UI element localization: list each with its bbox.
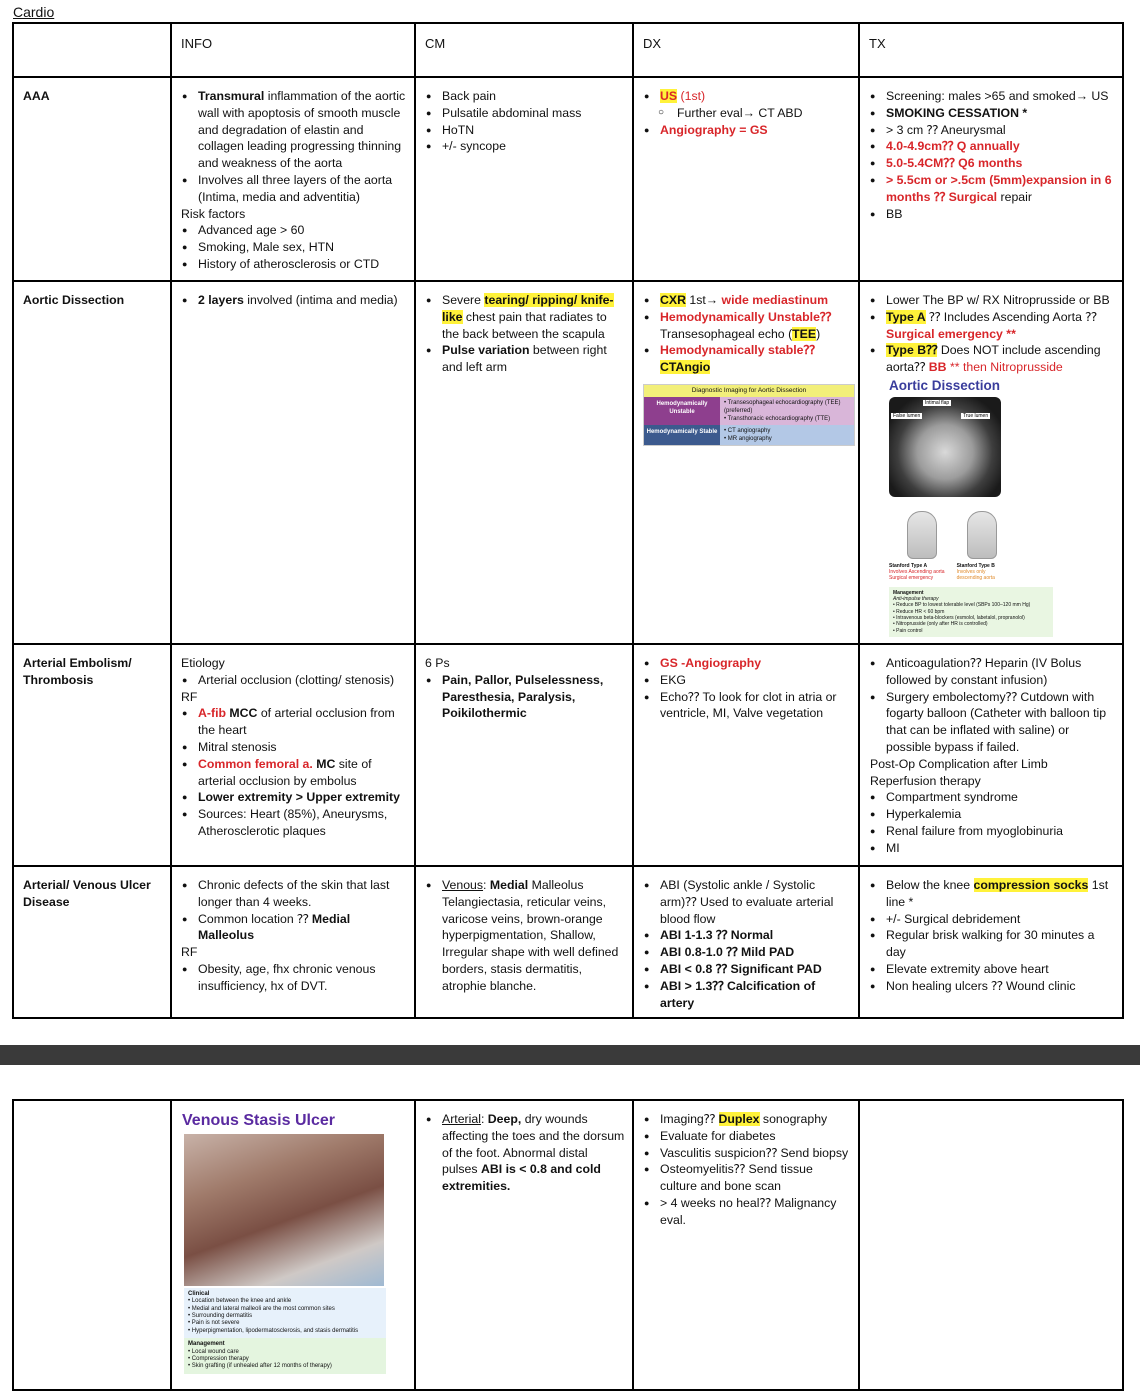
figure-label: Hemodynamically Unstable: [644, 397, 720, 425]
list-item: ● Pulsatile abdominal mass: [442, 105, 626, 122]
list-item: ● Obesity, age, fhx chronic venous insufficiency, hx of DVT.: [198, 961, 408, 995]
list-item: ● +/- Surgical debridement: [886, 911, 1116, 928]
list-item: ● Surgery embolectomy⁇ Cutdown with fogarty balloon (Catheter with balloon tip that can be inflated with saline) or possible bypass if failed.: [886, 689, 1116, 756]
list-item: ● Renal failure from myoglobinuria: [886, 823, 1116, 840]
list-item: ● Non healing ulcers ⁇ Wound clinic: [886, 978, 1116, 995]
risk-factors-label: Risk factors: [181, 206, 246, 221]
rf-label: RF: [181, 689, 198, 704]
figure-label: True lumen: [963, 412, 989, 419]
list-item: ● ABI 1-1.3 ⁇ Normal: [660, 927, 852, 944]
list-item: ● ABI 0.8-1.0 ⁇ Mild PAD: [660, 944, 852, 961]
list-item: ● ABI > 1.3⁇ Calcification of artery: [660, 978, 852, 1012]
figure-title: Venous Stasis Ulcer: [182, 1112, 335, 1129]
ulcer2-cm: [415, 1100, 633, 1390]
list-item: ● Arterial: Deep, dry wounds affecting the toes and the dorsum of the foot. Abnormal distal pulses ABI is < 0.8 and cold extremities.: [442, 1111, 626, 1195]
list-item: ● A-fib MCC of arterial occlusion from the heart: [198, 705, 408, 739]
venous-ulcer-photo: [184, 1134, 384, 1286]
figure-label: Hemodynamically Stable: [644, 425, 720, 445]
list-item: ● 5.0-5.4CM⁇ Q6 months: [886, 155, 1116, 172]
figure-items: • CT angiography • MR angiography: [720, 425, 854, 445]
row-aaa: [13, 77, 1123, 281]
list-item: ● Anticoagulation⁇ Heparin (IV Bolus followed by constant infusion): [886, 655, 1116, 689]
figure-title: Aortic Dissection: [889, 377, 1001, 393]
clinical-box: Clinical • Location between the knee and ankle • Medial and lateral malleoli are the most common sites • Surrounding dermatitis • Pain is not severe • Hyperpigmentation, lipodermatosclerosis, and stasis dermatitis: [184, 1288, 386, 1338]
list-item: ● Pain, Pallor, Pulselessness, Paresthesia, Paralysis, Poikilothermic: [442, 672, 626, 722]
list-item: ● CXR 1st→ wide mediastinum: [660, 292, 852, 309]
ulcer-info: [171, 866, 415, 1018]
list-item: ● +/- syncope: [442, 138, 626, 155]
list-item: ● Smoking, Male sex, HTN: [198, 239, 408, 256]
embolism-dx: [633, 644, 859, 866]
caption-type-a: Stanford Type A Involves Ascending aorta Surgical emergency: [889, 562, 945, 581]
header-cm: CM: [415, 23, 633, 77]
list-item: ● > 5.5cm or >.5cm (5mm)expansion in 6 months ⁇ Surgical repair: [886, 172, 1116, 206]
list-item: ● Chronic defects of the skin that last longer than 4 weeks.: [198, 877, 408, 911]
dissection-cm: [415, 281, 633, 644]
list-item: ● BB: [886, 206, 1116, 223]
list-item: ● US (1st): [660, 88, 852, 105]
list-item: ● Evaluate for diabetes: [660, 1128, 852, 1145]
ulcer2-info: [171, 1100, 415, 1390]
list-item: ○ Further eval→ CT ABD: [677, 105, 852, 122]
header-blank: [13, 23, 171, 77]
list-item: ● Lower extremity > Upper extremity: [198, 789, 408, 806]
list-item: ● > 3 cm ⁇ Aneurysmal: [886, 122, 1116, 139]
dissection-info: [171, 281, 415, 644]
figure-label: Intimal flap: [925, 399, 950, 406]
embolism-tx: [859, 644, 1123, 866]
header-tx: TX: [859, 23, 1123, 77]
ulcer-tx: [859, 866, 1123, 1018]
six-ps-label: 6 Ps: [425, 656, 450, 670]
row-label-aaa: AAA: [13, 77, 171, 281]
cardio-table-continued: [12, 1099, 1124, 1391]
list-item: ● Elevate extremity above heart: [886, 961, 1116, 978]
aaa-dx: [633, 77, 859, 281]
aaa-cm: [415, 77, 633, 281]
list-item: ● Back pain: [442, 88, 626, 105]
list-item: ● Transmural inflammation of the aortic wall with apoptosis of smooth muscle and degradation of elastin and collagen leading progressing thinning and weakness of the aorta: [198, 88, 408, 172]
row-ulcer-continued: [13, 1100, 1123, 1390]
caption-type-b: Stanford Type B Involves only descending aorta: [956, 562, 995, 581]
aorta-diagrams: [907, 511, 1037, 559]
aorta-type-b-image: [967, 511, 997, 559]
aaa-info: [171, 77, 415, 281]
header-info: INFO: [171, 23, 415, 77]
ulcer2-dx: [633, 1100, 859, 1390]
post-op-label: Post-Op Complication after Limb Reperfusion therapy: [870, 756, 1048, 788]
list-item: ● Hemodynamically Unstable⁇ Transesophageal echo (TEE): [660, 309, 852, 343]
management-box: Management Anti-impulse therapy • Reduce BP to lowest tolerable level (SBPs 100–120 mm Hg) • Reduce HR < 60 bpm • Intravenous beta-blockers (esmolol, labetalol, propranolol) • Nitroprusside (only after HR is controlled) • Pain control: [889, 587, 1053, 637]
management-box: Management • Local wound care • Compression therapy • Skin grafting (if unhealed after 12 months of therapy): [184, 1338, 386, 1374]
list-item: ● HoTN: [442, 122, 626, 139]
cardio-table: [12, 22, 1124, 1019]
etiology-label: Etiology: [181, 656, 225, 670]
list-item: ● Compartment syndrome: [886, 789, 1116, 806]
figure-row-stable: [644, 425, 854, 445]
list-item: ● MI: [886, 840, 1116, 857]
figure-row-unstable: [644, 397, 854, 425]
list-item: ● Sources: Heart (85%), Aneurysms, Atherosclerotic plaques: [198, 806, 408, 840]
dissection-tx: [859, 281, 1123, 644]
list-item: ● Below the knee compression socks 1st line *: [886, 877, 1116, 911]
list-item: ● Arterial occlusion (clotting/ stenosis): [198, 672, 408, 689]
list-item: ● Venous: Medial Malleolus Telangiectasia, reticular veins, varicose veins, brown-orange hyperpigmentation, Shallow, Irregular shape with well defined borders, stasis dermatitis, atrophie blanche.: [442, 877, 626, 995]
aorta-type-a-image: [907, 511, 937, 559]
row-dissection: [13, 281, 1123, 644]
dissection-dx: [633, 281, 859, 644]
figure-items: • Transesophageal echocardiography (TEE) (preferred) • Transthoracic echocardiography (TTE): [720, 397, 854, 425]
figure-captions: [889, 563, 1037, 581]
page-title: Cardio: [13, 4, 55, 20]
list-item: ● ABI < 0.8 ⁇ Significant PAD: [660, 961, 852, 978]
list-item: ● History of atherosclerosis or CTD: [198, 256, 408, 273]
row-label-ulcer: Arterial/ Venous Ulcer Disease: [13, 866, 171, 1018]
list-item: ● ABI (Systolic ankle / Systolic arm)⁇ Used to evaluate arterial blood flow: [660, 877, 852, 927]
row-label-dissection: Aortic Dissection: [13, 281, 171, 644]
list-item: ● Type A ⁇ Includes Ascending Aorta ⁇ Surgical emergency **: [886, 309, 1116, 343]
embolism-cm: [415, 644, 633, 866]
list-item: ● Screening: males >65 and smoked→ US: [886, 88, 1116, 105]
figure-label: False lumen: [893, 412, 921, 419]
list-item: ● Involves all three layers of the aorta (Intima, media and adventitia): [198, 172, 408, 206]
row-embolism: [13, 644, 1123, 866]
page-break-divider: [0, 1045, 1140, 1065]
list-item: ● 4.0-4.9cm⁇ Q annually: [886, 138, 1116, 155]
list-item: ● 2 layers involved (intima and media): [198, 292, 408, 309]
list-item: ● Severe tearing/ ripping/ knife-like chest pain that radiates to the back between the scapula: [442, 292, 626, 342]
list-item: ● Pulse variation between right and left arm: [442, 342, 626, 376]
aortic-dissection-figure: [869, 378, 1037, 637]
list-item: ● Vasculitis suspicion⁇ Send biopsy: [660, 1145, 852, 1162]
row-label-embolism: Arterial Embolism/ Thrombosis: [13, 644, 171, 866]
rf-label: RF: [181, 945, 198, 960]
list-item: ● Osteomyelitis⁇ Send tissue culture and bone scan: [660, 1161, 852, 1195]
list-item: ● Angiography = GS: [660, 122, 852, 139]
ulcer2-label: [13, 1100, 171, 1390]
aaa-tx: [859, 77, 1123, 281]
ulcer-dx: [633, 866, 859, 1018]
list-item: ● SMOKING CESSATION *: [886, 105, 1116, 122]
ulcer2-tx: [859, 1100, 1123, 1390]
list-item: ● Common femoral a. MC site of arterial occlusion by embolus: [198, 756, 408, 790]
list-item: ● Type B⁇ Does NOT include ascending aorta⁇ BB ** then Nitroprusside: [886, 342, 1116, 376]
header-dx: DX: [633, 23, 859, 77]
list-item: ● Hemodynamically stable⁇ CTAngio: [660, 342, 852, 376]
list-item: ● EKG: [660, 672, 852, 689]
list-item: ● Lower The BP w/ RX Nitroprusside or BB: [886, 292, 1116, 309]
list-item: ● Imaging⁇ Duplex sonography: [660, 1111, 852, 1128]
list-item: ● Common location ⁇ Medial Malleolus: [198, 911, 408, 945]
header-row: [13, 23, 1123, 77]
list-item: ● > 4 weeks no heal⁇ Malignancy eval.: [660, 1195, 852, 1229]
list-item: ● Echo⁇ To look for clot in atria or ventricle, MI, Valve vegetation: [660, 689, 852, 723]
ct-scan-image: [889, 397, 1001, 497]
list-item: ● Regular brisk walking for 30 minutes a day: [886, 927, 1116, 961]
diagnostic-imaging-figure: [643, 384, 855, 446]
row-ulcer: [13, 866, 1123, 1018]
embolism-info: [171, 644, 415, 866]
list-item: ● Mitral stenosis: [198, 739, 408, 756]
list-item: ● GS -Angiography: [660, 655, 852, 672]
list-item: ● Hyperkalemia: [886, 806, 1116, 823]
figure-title: Diagnostic Imaging for Aortic Dissection: [644, 385, 854, 397]
ulcer-cm: [415, 866, 633, 1018]
list-item: ● Advanced age > 60: [198, 222, 408, 239]
